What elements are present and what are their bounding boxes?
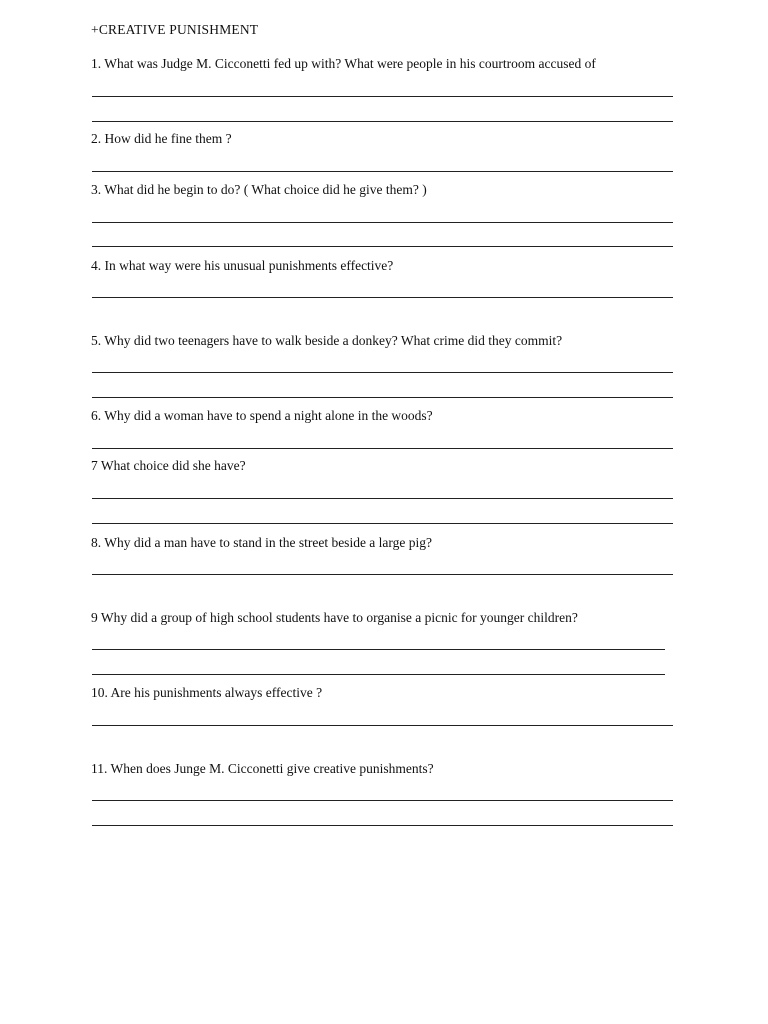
question-3: 3. What did he begin to do? ( What choice did he give them? ) <box>91 182 427 197</box>
answer-line-7b <box>92 523 673 524</box>
answer-line-9a <box>92 649 665 650</box>
answer-line-10a <box>92 725 673 726</box>
question-2: 2. How did he fine them ? <box>91 131 232 146</box>
answer-line-11a <box>92 800 673 801</box>
answer-line-7a <box>92 498 673 499</box>
answer-line-4a <box>92 297 673 298</box>
answer-line-1a <box>92 96 673 97</box>
answer-line-1b <box>92 121 673 122</box>
answer-line-5a <box>92 372 673 373</box>
answer-line-3b <box>92 246 673 247</box>
question-10: 10. Are his punishments always effective ? <box>91 685 323 700</box>
answer-line-8a <box>92 574 673 575</box>
question-7: 7 What choice did she have? <box>91 458 246 473</box>
question-11: 11. When does Junge M. Cicconetti give creative punishments? <box>91 761 434 776</box>
answer-line-2a <box>92 171 673 172</box>
answer-line-5b <box>92 397 673 398</box>
question-8: 8. Why did a man have to stand in the street beside a large pig? <box>91 535 433 550</box>
worksheet-title: +CREATIVE PUNISHMENT <box>91 22 259 37</box>
answer-line-11b <box>92 825 673 826</box>
answer-line-6a <box>92 448 673 449</box>
question-4: 4. In what way were his unusual punishments effective? <box>91 258 394 273</box>
question-1: 1. What was Judge M. Cicconetti fed up with? What were people in his courtroom accused of <box>91 56 596 71</box>
answer-line-3a <box>92 222 673 223</box>
question-5: 5. Why did two teenagers have to walk beside a donkey? What crime did they commit? <box>91 333 563 348</box>
question-6: 6. Why did a woman have to spend a night alone in the woods? <box>91 408 433 423</box>
question-9: 9 Why did a group of high school students have to organise a picnic for younger children? <box>91 610 578 625</box>
answer-line-9b <box>92 674 665 675</box>
